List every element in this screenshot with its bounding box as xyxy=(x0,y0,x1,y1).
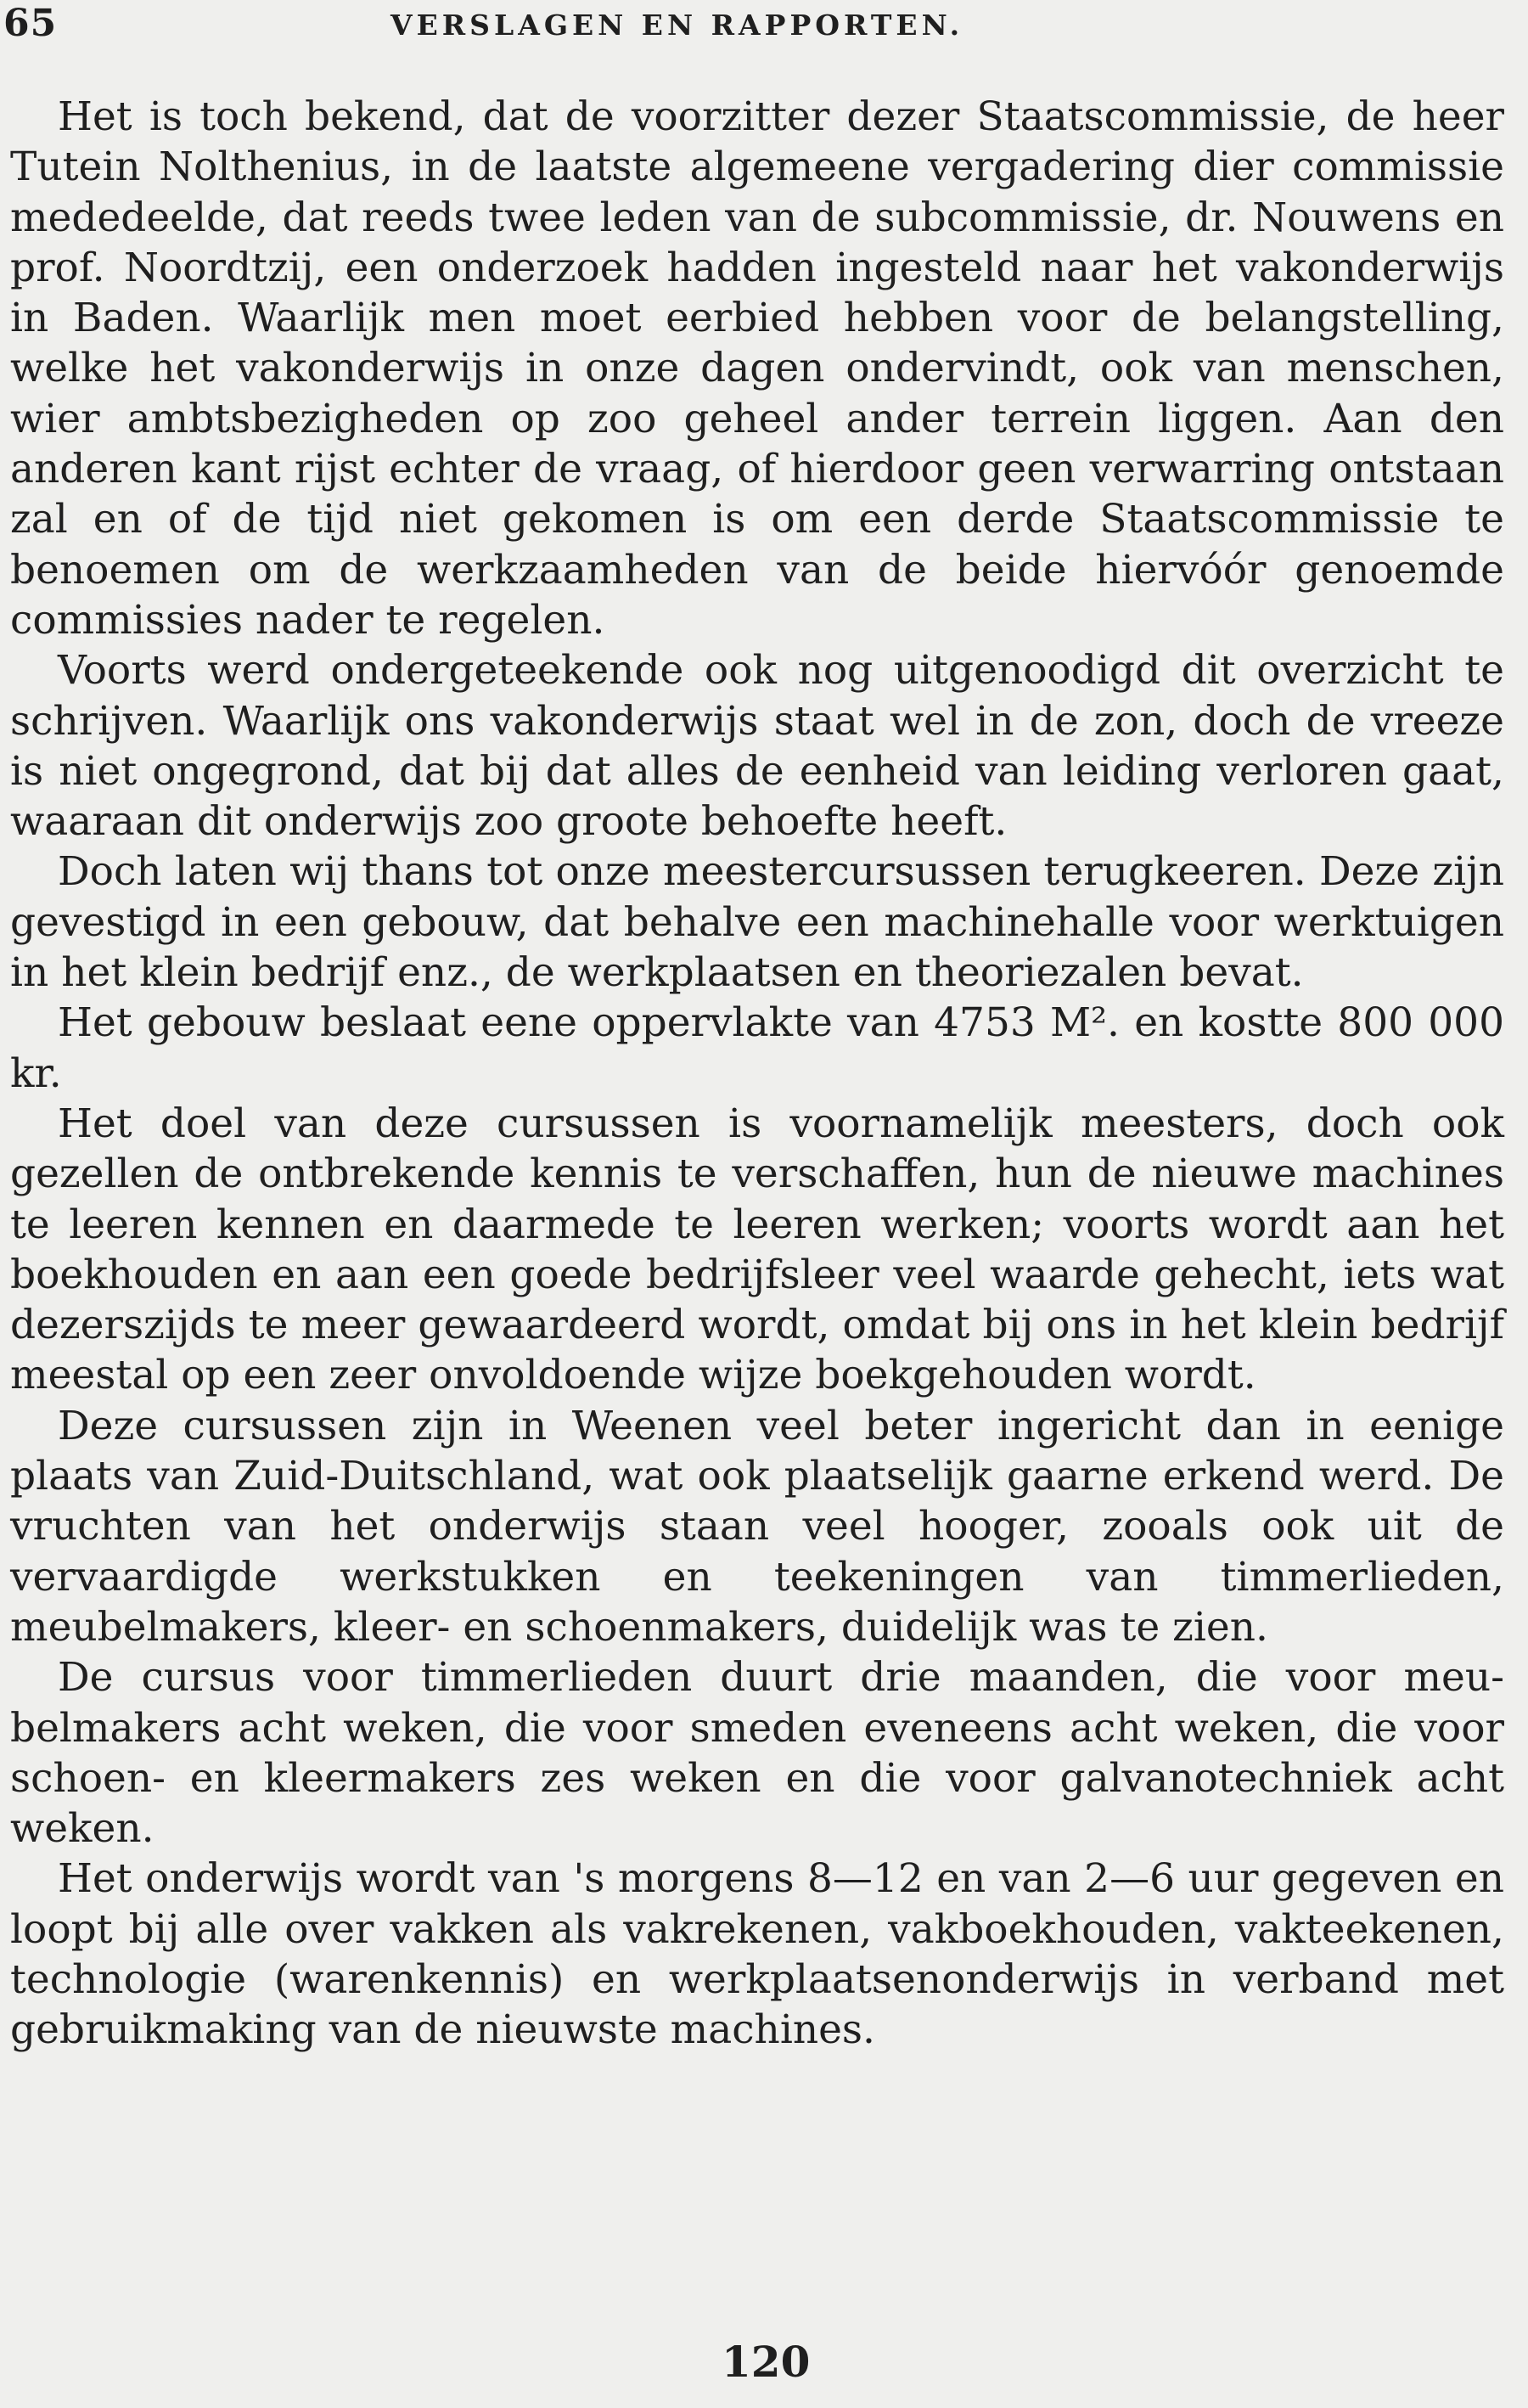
body-text xyxy=(10,92,1504,2056)
paragraph: De cursus voor timmerlieden duurt drie maanden, die voor meubelmakers acht weken, die voor smeden eveneens acht weken, die voor schoen- en kleermakers zes weken en die voor galvanotechniek acht weken. xyxy=(10,1654,1504,1853)
running-head: VERSLAGEN EN RAPPORTEN. xyxy=(390,8,964,42)
paragraph: Voorts werd ondergeteekende ook nog uitgenoodigd dit overzicht te schrijven. Waarlijk ons vakonderwijs staat wel in de zon, doch de vreeze is niet ongegrond, dat bij dat alles de eenheid van leiding verloren gaat, waaraan dit onderwijs zoo groote behoefte heeft. xyxy=(10,647,1504,846)
page-number: 65 xyxy=(3,2,58,45)
paragraph: Doch laten wij thans tot onze meestercursussen terugkeeren. Deze zijn gevestigd in een gebouw, dat behalve een machinehalle voor werktuigen in het klein bedrijf enz., de werkplaatsen en theoriezalen bevat. xyxy=(10,848,1504,997)
paragraph: Het is toch bekend, dat de voorzitter dezer Staatscommissie, de heer Tutein Nolthenius, in de laatste algemeene vergadering dier commissie mededeelde, dat reeds twee leden van de subcommissie, dr. Nouwens en prof. Noordtzij, een onderzoek hadden ingesteld naar het vakonderwijs in Baden. Waarlijk men moet eerbied hebben voor de belangstelling, welke het vakonderwijs in onze dagen ondervindt, ook van menschen, wier ambtsbezigheden op zoo geheel ander terrein liggen. Aan den anderen kant rijst echter de vraag, of hierdoor geen verwarring ontstaan zal en of de tijd niet gekomen is om een derde Staatscommissie te benoemen om de werkzaamheden van de beide hiervóór genoemde commissies nader te regelen. xyxy=(10,93,1504,644)
paragraph: Het doel van deze cursussen is voornamelijk meesters, doch ook gezellen de ontbrekende kennis te verschaffen, hun de nieuwe machines te leeren kennen en daarmede te leeren werken; voorts wordt aan het boekhouden en aan een goede bedrijfsleer veel waarde gehecht, iets wat dezerszijds te meer gewaardeerd wordt, omdat bij ons in het klein bedrijf meestal op een zeer onvoldoende wijze boekgehouden wordt. xyxy=(10,1100,1504,1399)
footer-folio: 120 xyxy=(722,2337,811,2387)
paragraph: Het onderwijs wordt van 's morgens 8—12 en van 2—6 uur gegeven en loopt bij alle over vakken als vakrekenen, vakboekhouden, vakteekenen, technologie (warenkennis) en werkplaatsenonderwijs in verband met gebruikmaking van de nieuwste machines. xyxy=(10,1855,1504,2054)
paragraph: Deze cursussen zijn in Weenen veel beter ingericht dan in eenige plaats van Zuid-Duitschland, wat ook plaatselijk gaarne erkend werd. De vruchten van het onderwijs staan veel hooger, zooals ook uit de vervaardigde werkstukken en teekeningen van timmerlieden, meubelmakers, kleer- en schoenmakers, duidelijk was te zien. xyxy=(10,1402,1504,1651)
paragraph: Het gebouw beslaat eene oppervlakte van 4753 M². en kostte 800 000 kr. xyxy=(10,999,1504,1097)
